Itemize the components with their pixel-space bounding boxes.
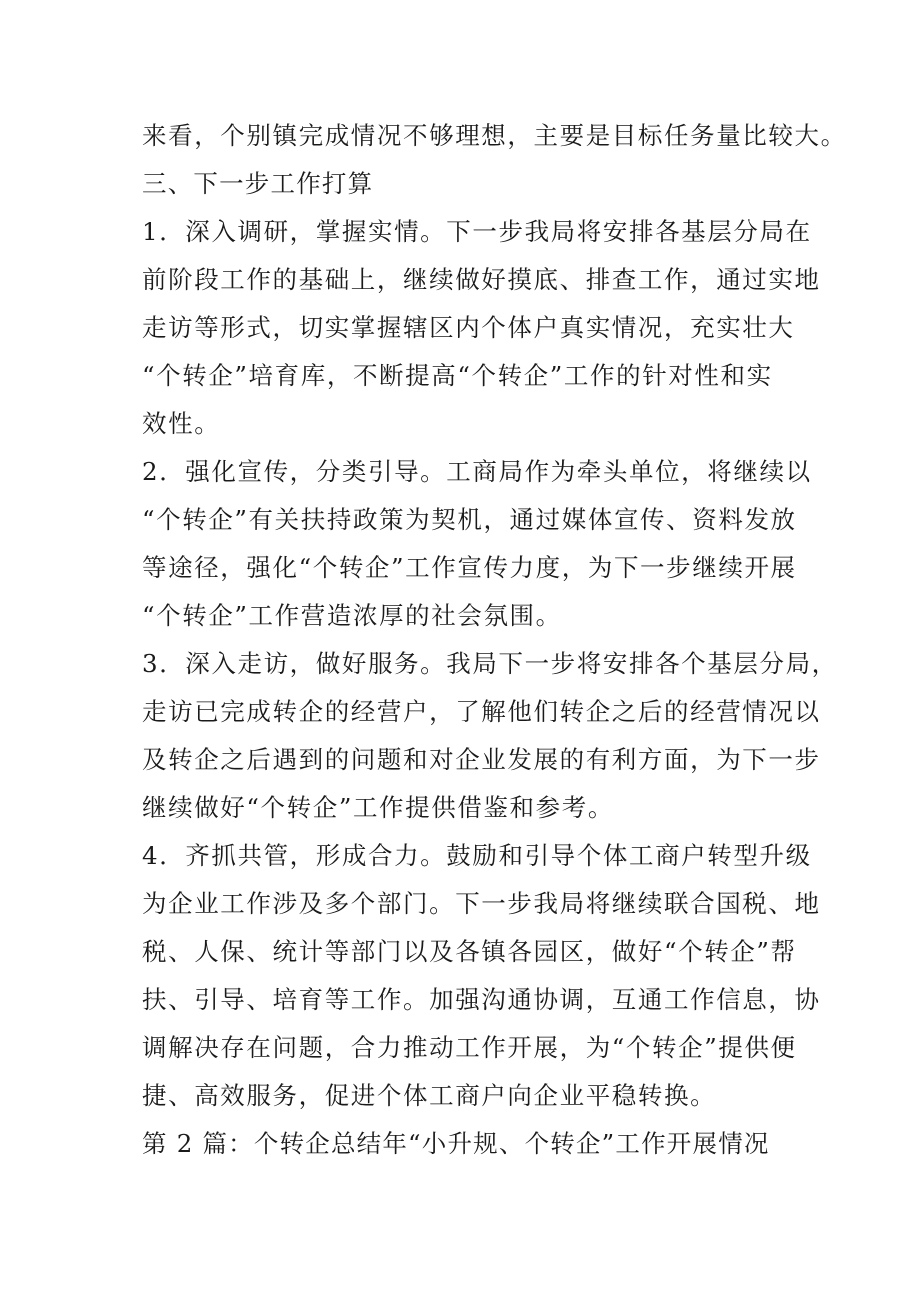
text-line: “个转企”有关扶持政策为契机，通过媒体宣传、资料发放 xyxy=(142,505,797,534)
text-line: 前阶段工作的基础上，继续做好摸底、排查工作，通过实地 xyxy=(142,265,821,294)
text-line: 继续做好“个转企”工作提供借鉴和参考。 xyxy=(142,793,614,822)
text-line: 效性。 xyxy=(142,409,221,438)
article-title: 第 2 篇：个转企总结年“小升规、个转企”工作开展情况 xyxy=(142,1129,770,1158)
text-line: 4．齐抓共管，形成合力。鼓励和引导个体工商户转型升级 xyxy=(142,841,812,870)
text-line: “个转企”培育库，不断提高“个转企”工作的针对性和实 xyxy=(142,361,773,390)
section-heading: 三、下一步工作打算 xyxy=(142,169,374,198)
text-line: 2．强化宣传，分类引导。工商局作为牵头单位，将继续以 xyxy=(142,457,812,486)
text-line: 税、人保、统计等部门以及各镇各园区，做好“个转企”帮 xyxy=(142,937,797,966)
text-line: 等途径，强化“个转企”工作宣传力度，为下一步继续开展 xyxy=(142,553,797,582)
text-line: 捷、高效服务，促进个体工商户向企业平稳转换。 xyxy=(142,1081,717,1110)
text-line: 走访已完成转企的经营户，了解他们转企之后的经营情况以 xyxy=(142,697,821,726)
text-line: 3．深入走访，做好服务。我局下一步将安排各个基层分局， xyxy=(142,649,838,678)
text-line: 扶、引导、培育等工作。加强沟通协调，互通工作信息，协 xyxy=(142,985,821,1014)
text-line: “个转企”工作营造浓厚的社会氛围。 xyxy=(142,601,562,630)
text-line: 为企业工作涉及多个部门。下一步我局将继续联合国税、地 xyxy=(142,889,821,918)
text-line: 1．深入调研，掌握实情。下一步我局将安排各基层分局在 xyxy=(142,217,812,246)
text-line: 走访等形式，切实掌握辖区内个体户真实情况，充实壮大 xyxy=(142,313,795,342)
text-line: 调解决存在问题，合力推动工作开展，为“个转企”提供便 xyxy=(142,1033,797,1062)
text-line: 来看，个别镇完成情况不够理想，主要是目标任务量比较大。 xyxy=(142,121,847,150)
text-line: 及转企之后遇到的问题和对企业发展的有利方面，为下一步 xyxy=(142,745,821,774)
